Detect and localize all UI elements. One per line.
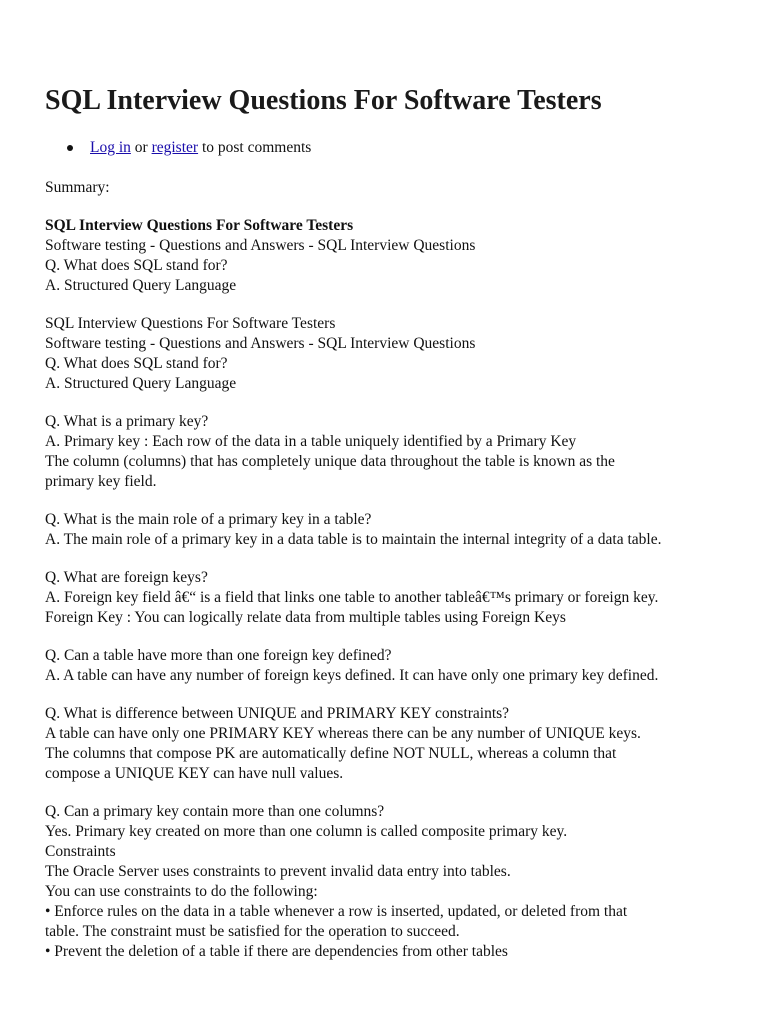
paragraph-line: Yes. Primary key created on more than one column is called composite primary key. xyxy=(45,823,568,840)
paragraph-line: Q. What does SQL stand for? xyxy=(45,257,228,274)
paragraph xyxy=(45,802,735,962)
comment-links-item xyxy=(45,138,311,158)
paragraph-line: Q. Can a table have more than one foreign key defined? xyxy=(45,647,392,664)
paragraph-line: primary key field. xyxy=(45,473,157,490)
paragraph-line: Constraints xyxy=(45,843,116,860)
paragraph-line: You can use constraints to do the following: xyxy=(45,883,318,900)
paragraph-line: The Oracle Server uses constraints to prevent invalid data entry into tables. xyxy=(45,863,511,880)
paragraph-line: Q. What is difference between UNIQUE and PRIMARY KEY constraints? xyxy=(45,705,510,722)
register-link[interactable]: register xyxy=(151,139,199,156)
paragraph-line: • Enforce rules on the data in a table whenever a row is inserted, updated, or deleted from that xyxy=(45,903,628,920)
paragraph-line: Software testing - Questions and Answers - SQL Interview Questions xyxy=(45,335,476,352)
comment-links xyxy=(45,138,311,158)
paragraph-line: Q. Can a primary key contain more than one columns? xyxy=(45,803,385,820)
paragraph-line: A. A table can have any number of foreign keys defined. It can have only one primary key defined. xyxy=(45,667,659,684)
paragraph xyxy=(45,510,735,550)
paragraph xyxy=(45,314,735,394)
paragraph-line: A. The main role of a primary key in a data table is to maintain the internal integrity of a data table. xyxy=(45,531,662,548)
summary-label: Summary: xyxy=(45,179,110,196)
article-body xyxy=(45,178,735,980)
paragraph-line: • Prevent the deletion of a table if there are dependencies from other tables xyxy=(45,943,508,960)
paragraph-line: The column (columns) that has completely unique data throughout the table is known as the xyxy=(45,453,615,470)
post-comments-text: to post comments xyxy=(201,139,312,156)
paragraph-line: table. The constraint must be satisfied for the operation to succeed. xyxy=(45,923,460,940)
paragraph-line: Q. What does SQL stand for? xyxy=(45,355,228,372)
paragraph xyxy=(45,216,735,296)
paragraph-line: compose a UNIQUE KEY can have null values. xyxy=(45,765,344,782)
paragraph-line: A. Structured Query Language xyxy=(45,375,237,392)
paragraph-line: Q. What are foreign keys? xyxy=(45,569,208,586)
paragraph-line: The columns that compose PK are automatically define NOT NULL, whereas a column that xyxy=(45,745,617,762)
paragraph xyxy=(45,568,735,628)
paragraph-line: Foreign Key : You can logically relate data from multiple tables using Foreign Keys xyxy=(45,609,566,626)
paragraph-line: Q. What is a primary key? xyxy=(45,413,209,430)
bullet-icon xyxy=(67,145,73,151)
login-link[interactable]: Log in xyxy=(90,139,131,156)
paragraph-line: SQL Interview Questions For Software Testers xyxy=(45,315,336,332)
paragraph-line: Software testing - Questions and Answers - SQL Interview Questions xyxy=(45,237,476,254)
paragraph xyxy=(45,704,735,784)
paragraph-line: A table can have only one PRIMARY KEY whereas there can be any number of UNIQUE keys. xyxy=(45,725,641,742)
paragraph xyxy=(45,646,735,686)
paragraph-line: A. Primary key : Each row of the data in a table uniquely identified by a Primary Key xyxy=(45,433,577,450)
paragraph-line: A. Structured Query Language xyxy=(45,277,237,294)
paragraph-line: Q. What is the main role of a primary key in a table? xyxy=(45,511,372,528)
paragraph xyxy=(45,412,735,492)
page-title: SQL Interview Questions For Software Testers xyxy=(45,85,602,116)
or-text: or xyxy=(134,139,148,156)
paragraph-heading: SQL Interview Questions For Software Testers xyxy=(45,217,354,234)
paragraph-line: A. Foreign key field â€“ is a field that links one table to another tableâ€™s primary or foreign key. xyxy=(45,589,659,606)
